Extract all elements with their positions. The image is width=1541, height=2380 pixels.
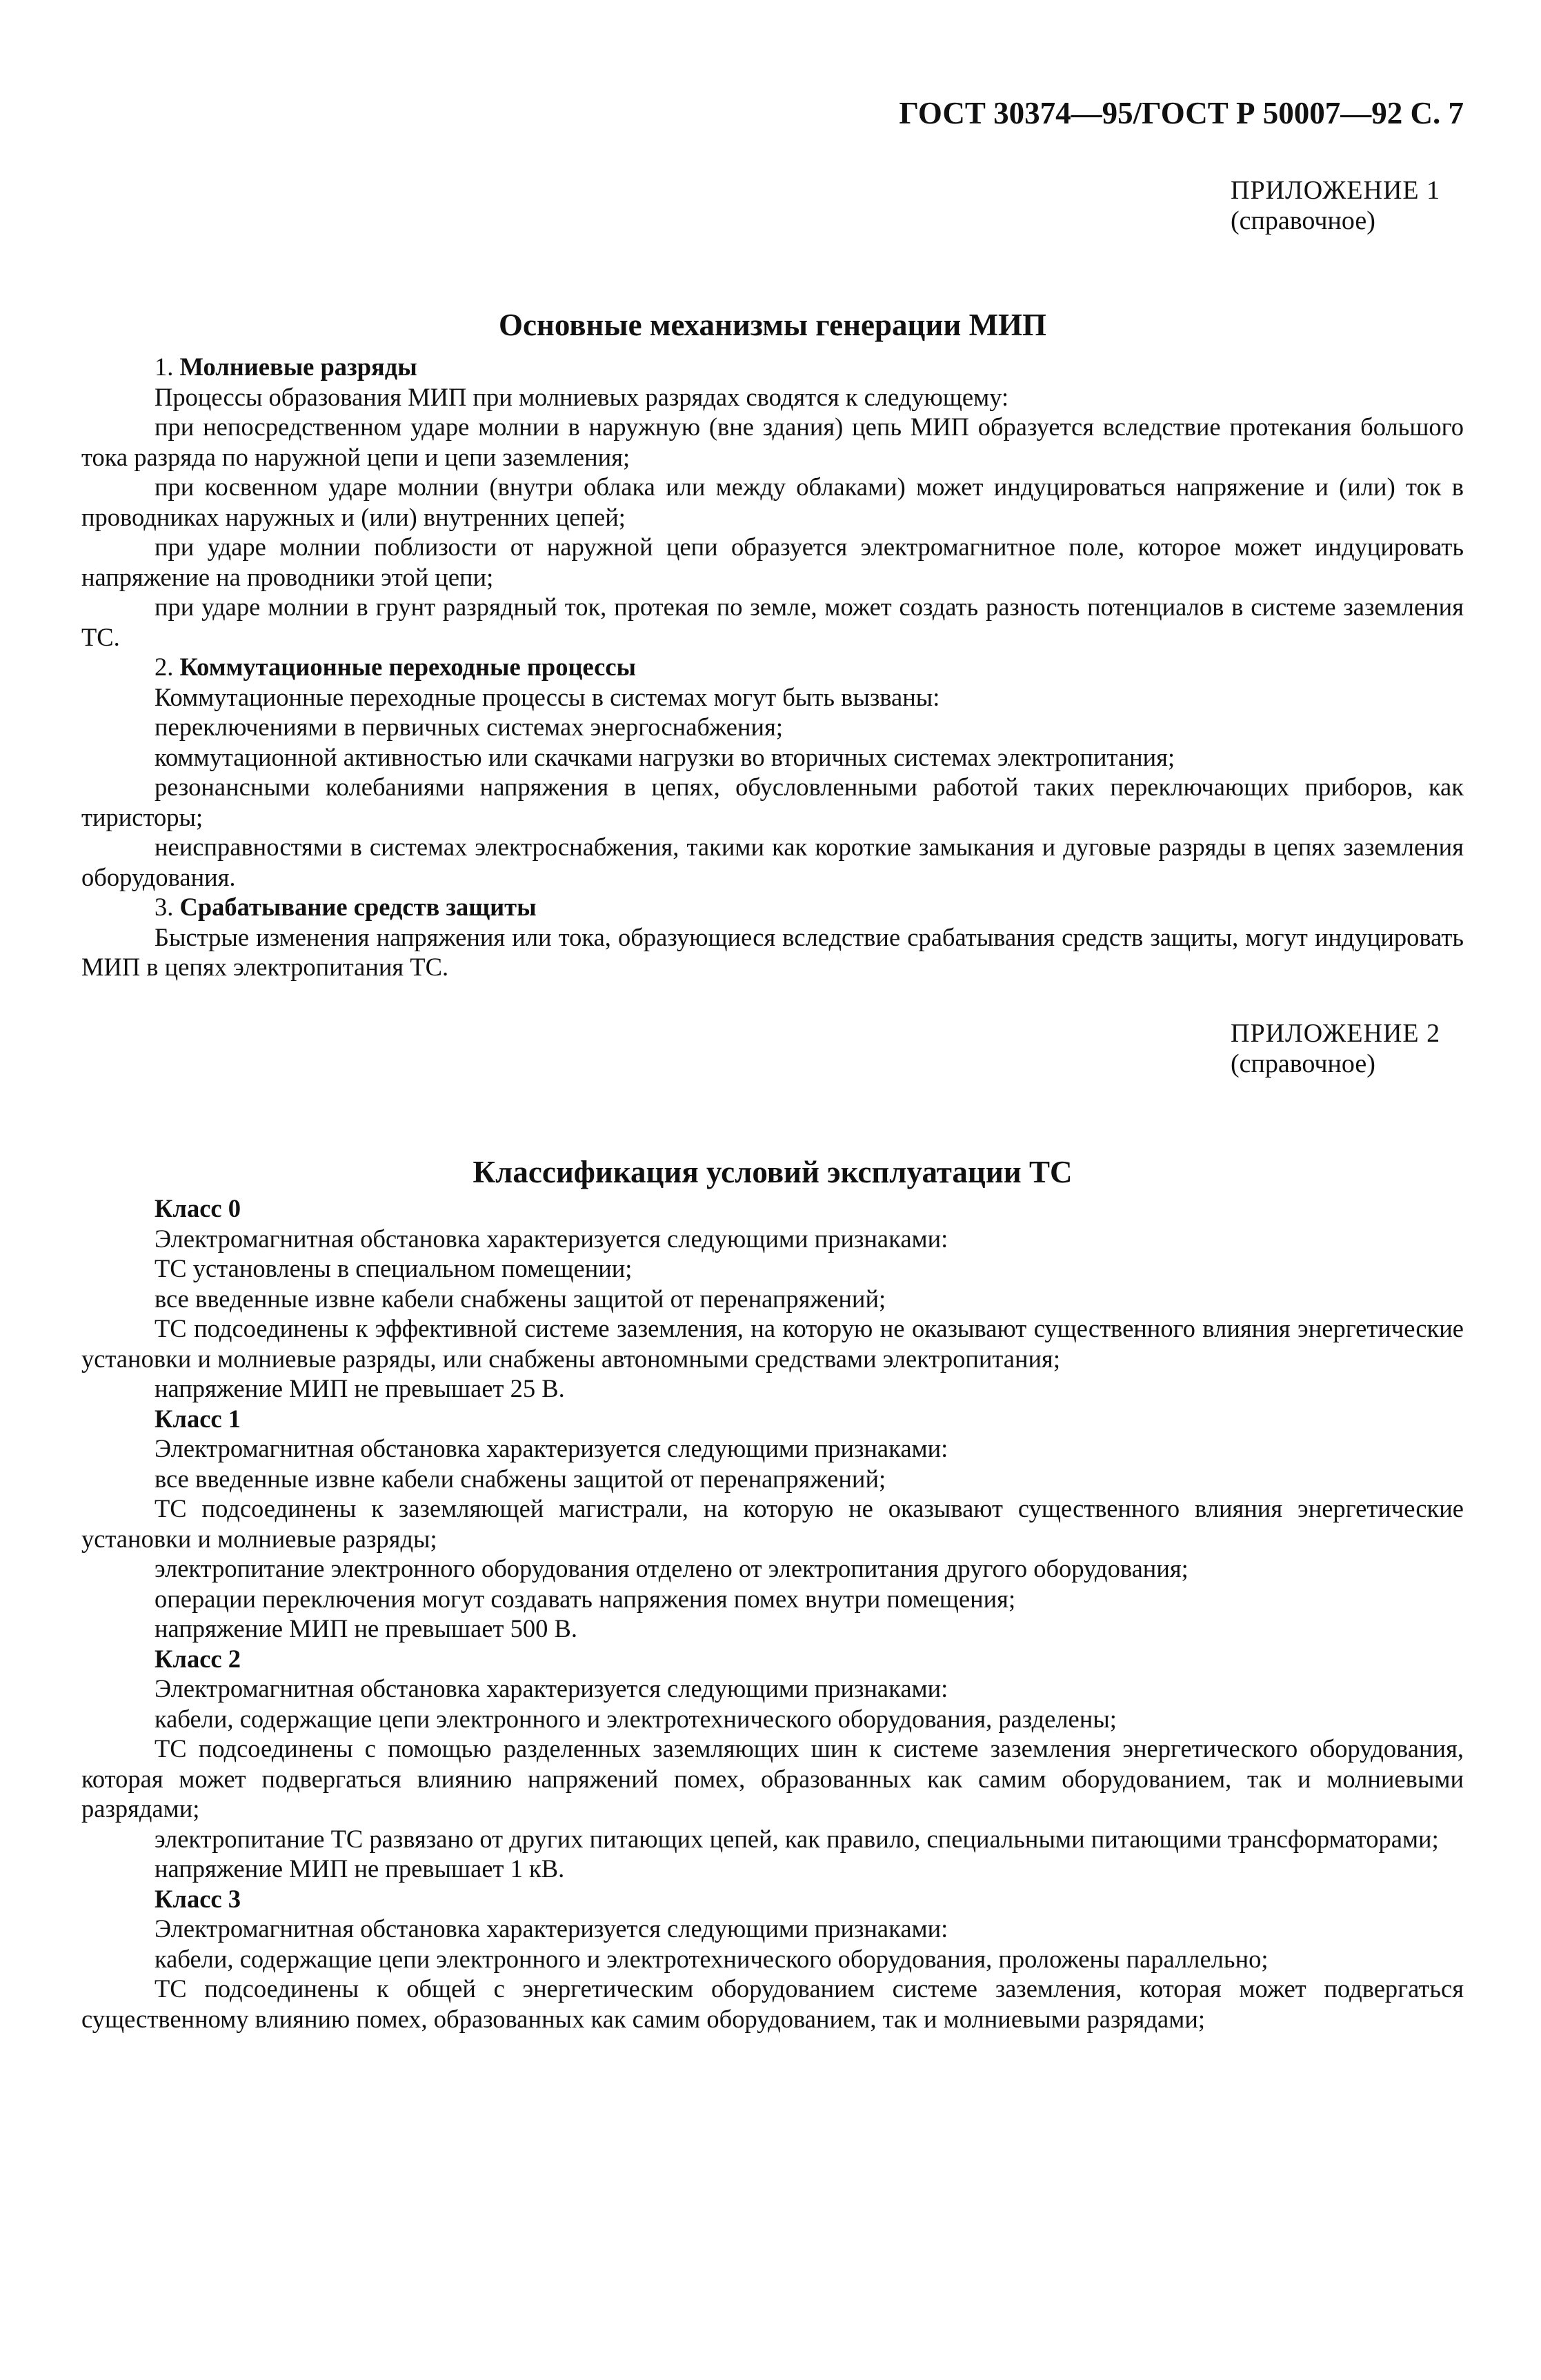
- paragraph: ТС подсоединены к общей с энергетическим оборудованием системе заземления, которая может подвергаться существенному влиянию помех, образованных как самим оборудованием, так и молниевыми разрядами;: [81, 1974, 1464, 2033]
- paragraph: кабели, содержащие цепи электронного и электротехнического оборудования, разделены;: [155, 1704, 1117, 1733]
- paragraph: ТС подсоединены к заземляющей магистрали, на которую не оказывают существенного влияния энергетические установки и молниевые разряды;: [81, 1494, 1464, 1553]
- section-title: Классификация условий эксплуатации ТС: [473, 1155, 1073, 1189]
- paragraph: напряжение МИП не превышает 25 В.: [155, 1374, 565, 1402]
- paragraph: ТС установлены в специальном помещении;: [155, 1254, 633, 1282]
- paragraph: при непосредственном ударе молнии в наружную (вне здания) цепь МИП образуется вследствие протекания большого тока разряда по наружной цепи и цепи заземления;: [81, 413, 1464, 471]
- paragraph: Электромагнитная обстановка характеризуется следующими признаками:: [155, 1434, 948, 1462]
- paragraph: Коммутационные переходные процессы в системах могут быть вызваны:: [155, 682, 940, 711]
- paragraph: Процессы образования МИП при молниевых разрядах сводятся к следующему:: [155, 382, 1009, 411]
- appendix-type: (справочное): [1231, 1049, 1375, 1078]
- appendix-title: ПРИЛОЖЕНИЕ 2: [1231, 1019, 1441, 1048]
- paragraph: все введенные извне кабели снабжены защитой от перенапряжений;: [155, 1284, 886, 1313]
- item-heading: 1. Молниевые разряды: [155, 353, 417, 381]
- paragraph: при ударе молнии в грунт разрядный ток, протекая по земле, может создать разность потенциалов в системе заземления ТС.: [81, 593, 1464, 651]
- paragraph: кабели, содержащие цепи электронного и электротехнического оборудования, проложены параллельно;: [155, 1944, 1269, 1973]
- class-heading: Класс 1: [155, 1404, 241, 1433]
- paragraph: коммутационной активностью или скачками нагрузки во вторичных системах электропитания;: [155, 742, 1175, 771]
- paragraph: электропитание ТС развязано от других питающих цепей, как правило, специальными питающими трансформаторами;: [155, 1824, 1439, 1853]
- paragraph: Электромагнитная обстановка характеризуется следующими признаками:: [155, 1914, 948, 1943]
- paragraph: при косвенном ударе молнии (внутри облака или между облаками) может индуцироваться напряжение и (или) ток в проводниках наружных и (или) внутренних цепей;: [81, 473, 1464, 531]
- class-heading: Класс 0: [155, 1194, 241, 1222]
- section-mechanisms: [81, 306, 1464, 982]
- paragraph: электропитание электронного оборудования отделено от электропитания другого оборудования;: [155, 1554, 1189, 1583]
- paragraph: ТС подсоединены с помощью разделенных заземляющих шин к системе заземления энергетического оборудования, которая может подвергаться влиянию напряжений помех, образованных как самим оборудованием, так и молниевыми разрядами;: [81, 1734, 1464, 1823]
- paragraph: операции переключения могут создавать напряжения помех внутри помещения;: [155, 1584, 1016, 1613]
- paragraph: резонансными колебаниями напряжения в цепях, обусловленными работой таких переключающих приборов, как тиристоры;: [81, 773, 1464, 831]
- paragraph: переключениями в первичных системах энергоснабжения;: [155, 713, 783, 741]
- appendix-2-label: [1231, 1018, 1440, 1079]
- paragraph: все введенные извне кабели снабжены защитой от перенапряжений;: [155, 1464, 886, 1493]
- section-title: Основные механизмы генерации МИП: [498, 308, 1047, 342]
- paragraph: Быстрые изменения напряжения или тока, образующиеся вследствие срабатывания средств защиты, могут индуцировать МИП в цепях электропитания ТС.: [81, 922, 1464, 981]
- item-heading: 3. Срабатывание средств защиты: [155, 893, 537, 921]
- paragraph: неисправностями в системах электроснабжения, такими как короткие замыкания и дуговые разряды в цепях заземления оборудования.: [81, 833, 1464, 891]
- paragraph: ТС подсоединены к эффективной системе заземления, на которую не оказывают существенного влияния энергетические установки и молниевые разряды, или снабжены автономными средствами электропитания;: [81, 1314, 1464, 1373]
- appendix-1-label: [1231, 175, 1440, 236]
- class-heading: Класс 2: [155, 1644, 241, 1673]
- page-header: ГОСТ 30374—95/ГОСТ Р 50007—92 С. 7: [899, 96, 1464, 130]
- section-classification: [81, 1153, 1464, 2034]
- paragraph: Электромагнитная обстановка характеризуется следующими признаками:: [155, 1674, 948, 1703]
- paragraph: напряжение МИП не превышает 1 кВ.: [155, 1854, 565, 1883]
- paragraph: Электромагнитная обстановка характеризуется следующими признаками:: [155, 1224, 948, 1253]
- class-heading: Класс 3: [155, 1884, 241, 1913]
- item-heading: 2. Коммутационные переходные процессы: [155, 653, 637, 681]
- paragraph: при ударе молнии поблизости от наружной цепи образуется электромагнитное поле, которое может индуцировать напряжение на проводники этой цепи;: [81, 533, 1464, 591]
- paragraph: напряжение МИП не превышает 500 В.: [155, 1614, 577, 1643]
- appendix-title: ПРИЛОЖЕНИЕ 1: [1231, 176, 1441, 205]
- appendix-type: (справочное): [1231, 206, 1375, 235]
